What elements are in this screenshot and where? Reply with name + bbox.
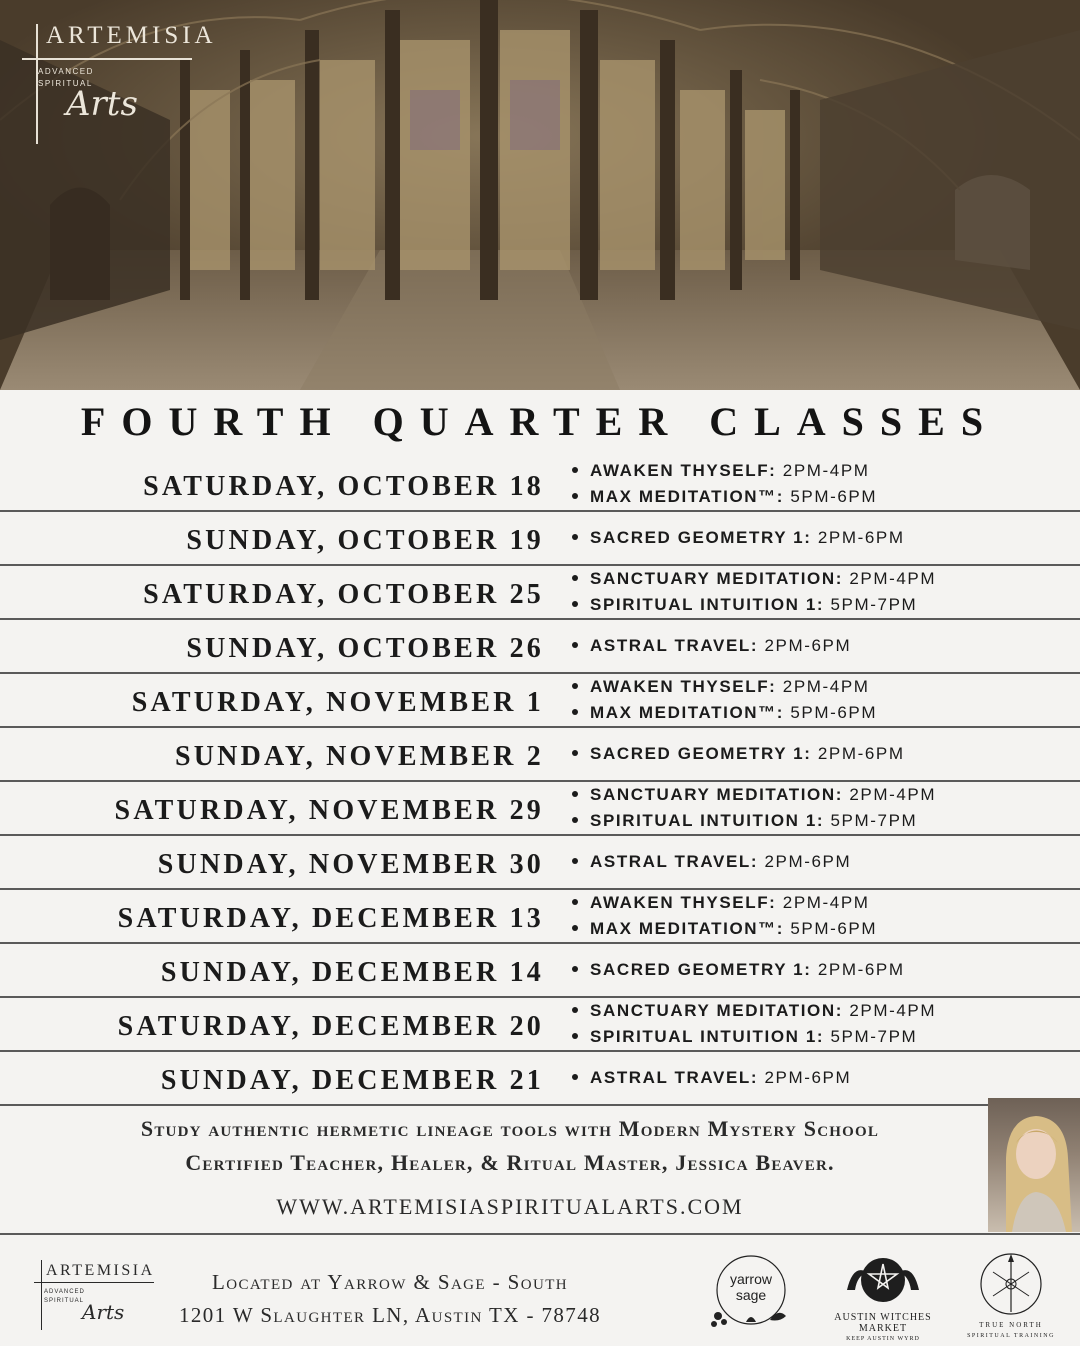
schedule-row [0, 512, 1080, 566]
class-time: 2PM-4PM [776, 677, 870, 696]
class-item [572, 633, 851, 659]
yarrow-sage-logo [696, 1250, 806, 1342]
address-line-1: Located at Yarrow & Sage - South [211, 1270, 569, 1294]
class-schedule [0, 458, 1080, 1106]
class-time: 2PM-6PM [811, 960, 905, 979]
brand-tagline-1: ADVANCED [38, 67, 94, 76]
class-item [572, 1065, 851, 1091]
class-time: 5PM-6PM [784, 487, 878, 506]
class-time: 5PM-7PM [824, 1027, 918, 1046]
witches-market-line-2: MARKET [858, 1323, 908, 1334]
class-item [572, 484, 877, 510]
class-list [572, 1052, 851, 1104]
true-north-line-1: TRUE NORTH [979, 1321, 1043, 1329]
bullet-icon [572, 858, 578, 864]
class-list [572, 836, 851, 888]
schedule-date: SATURDAY, OCTOBER 25 [143, 579, 544, 610]
class-list [572, 728, 905, 780]
schedule-date: SATURDAY, DECEMBER 20 [117, 1011, 544, 1042]
class-list [572, 890, 877, 942]
class-time: 2PM-6PM [758, 636, 852, 655]
footer-brand-script: Arts [82, 1300, 125, 1324]
page-title: FOURTH QUARTER CLASSES [80, 399, 1000, 444]
class-name: ASTRAL TRAVEL: [590, 636, 759, 655]
sage-text: sage [735, 1287, 767, 1303]
class-list [572, 512, 905, 564]
class-name: SACRED GEOMETRY 1: [590, 744, 812, 763]
witches-market-line-3: KEEP AUSTIN WYRD [846, 1336, 920, 1342]
class-name: AWAKEN THYSELF: [590, 893, 777, 912]
schedule-date: SATURDAY, DECEMBER 13 [117, 903, 544, 934]
bullet-icon [572, 601, 578, 607]
class-item [572, 890, 877, 916]
bullet-icon [572, 899, 578, 905]
class-time: 5PM-6PM [784, 919, 878, 938]
class-item [572, 566, 936, 592]
class-name: SPIRITUAL INTUITION 1: [590, 595, 825, 614]
class-time: 5PM-7PM [824, 811, 918, 830]
class-list [572, 674, 877, 726]
footer-logo-cross-vertical [41, 1260, 42, 1330]
class-name: SANCTUARY MEDITATION: [590, 1001, 844, 1020]
class-item [572, 700, 877, 726]
footer-brand-tagline-2: SPIRITUAL [44, 1298, 85, 1304]
schedule-date: SATURDAY, NOVEMBER 29 [114, 795, 544, 826]
class-name: SANCTUARY MEDITATION: [590, 569, 844, 588]
hero-photo-cloister [0, 0, 1080, 390]
teacher-info [60, 1112, 960, 1220]
class-item [572, 998, 936, 1024]
brand-script: Arts [66, 84, 138, 124]
class-time: 2PM-4PM [843, 1001, 937, 1020]
logo-cross-horizontal [22, 58, 192, 60]
class-name: ASTRAL TRAVEL: [590, 1068, 759, 1087]
class-list [572, 458, 877, 510]
schedule-date: SUNDAY, OCTOBER 19 [186, 525, 544, 556]
class-time: 2PM-6PM [811, 528, 905, 547]
class-list [572, 944, 905, 996]
schedule-row [0, 836, 1080, 890]
schedule-row [0, 890, 1080, 944]
yarrow-text: yarrow [729, 1271, 773, 1287]
bullet-icon [572, 1074, 578, 1080]
info-line-2: Certified Teacher, Healer, & Ritual Master, Jessica Beaver. [185, 1150, 835, 1175]
bullet-icon [572, 925, 578, 931]
yarrow-sage-emblem [706, 1250, 796, 1336]
bullet-icon [572, 534, 578, 540]
schedule-row [0, 728, 1080, 782]
witches-market-emblem [833, 1250, 933, 1312]
class-name: SANCTUARY MEDITATION: [590, 785, 844, 804]
bullet-icon [572, 642, 578, 648]
class-item [572, 525, 905, 551]
bullet-icon [572, 791, 578, 797]
bullet-icon [572, 1033, 578, 1039]
schedule-row [0, 458, 1080, 512]
schedule-row [0, 1052, 1080, 1106]
brand-name: ARTEMISIA [46, 22, 217, 49]
class-list [572, 566, 936, 618]
true-north-emblem [966, 1250, 1056, 1320]
class-time: 5PM-7PM [824, 595, 918, 614]
class-list [572, 620, 851, 672]
austin-witches-market-logo [828, 1250, 938, 1342]
footer-logo-cross-horizontal [34, 1282, 154, 1283]
schedule-date: SUNDAY, DECEMBER 21 [160, 1065, 544, 1096]
bullet-icon [572, 817, 578, 823]
footer-brand-name: ARTEMISIA [46, 1262, 155, 1279]
schedule-date: SATURDAY, OCTOBER 18 [143, 471, 544, 502]
schedule-row [0, 620, 1080, 674]
class-time: 2PM-4PM [776, 461, 870, 480]
class-item [572, 741, 905, 767]
class-item [572, 916, 877, 942]
schedule-date: SUNDAY, OCTOBER 26 [186, 633, 544, 664]
brand-logo [22, 18, 252, 138]
class-name: MAX MEDITATION™: [590, 703, 785, 722]
portrait-illustration [988, 1098, 1080, 1232]
class-name: ASTRAL TRAVEL: [590, 852, 759, 871]
class-name: AWAKEN THYSELF: [590, 461, 777, 480]
schedule-row [0, 674, 1080, 728]
class-name: SACRED GEOMETRY 1: [590, 960, 812, 979]
class-name: SPIRITUAL INTUITION 1: [590, 811, 825, 830]
schedule-row [0, 566, 1080, 620]
schedule-date: SUNDAY, NOVEMBER 2 [174, 741, 544, 772]
class-time: 2PM-6PM [758, 852, 852, 871]
class-item [572, 592, 936, 618]
bullet-icon [572, 709, 578, 715]
bullet-icon [572, 493, 578, 499]
teacher-portrait [988, 1098, 1080, 1232]
schedule-row [0, 782, 1080, 836]
class-time: 2PM-4PM [776, 893, 870, 912]
class-item [572, 808, 936, 834]
class-name: SPIRITUAL INTUITION 1: [590, 1027, 825, 1046]
class-name: MAX MEDITATION™: [590, 919, 785, 938]
bullet-icon [572, 750, 578, 756]
class-item [572, 1024, 936, 1050]
true-north-logo [956, 1250, 1066, 1342]
witches-market-line-1: AUSTIN WITCHES [834, 1312, 932, 1323]
footer-brand-tagline-1: ADVANCED [44, 1289, 85, 1295]
schedule-row [0, 998, 1080, 1052]
footer-brand-tagline [44, 1288, 85, 1306]
class-list [572, 782, 936, 834]
class-item [572, 458, 877, 484]
schedule-date: SATURDAY, NOVEMBER 1 [131, 687, 544, 718]
class-name: SACRED GEOMETRY 1: [590, 528, 812, 547]
class-list [572, 998, 936, 1050]
class-item [572, 674, 877, 700]
class-item [572, 782, 936, 808]
footer-divider [0, 1233, 1080, 1235]
venue-address [170, 1266, 610, 1332]
brand-tagline-2: SPIRITUAL [38, 79, 93, 88]
schedule-row [0, 944, 1080, 998]
class-name: MAX MEDITATION™: [590, 487, 785, 506]
bullet-icon [572, 966, 578, 972]
schedule-date: SUNDAY, NOVEMBER 30 [157, 849, 544, 880]
address-line-2: 1201 W Slaughter LN, Austin TX - 78748 [178, 1303, 602, 1327]
class-item [572, 849, 851, 875]
class-time: 2PM-6PM [758, 1068, 852, 1087]
schedule-date: SUNDAY, DECEMBER 14 [160, 957, 544, 988]
bullet-icon [572, 575, 578, 581]
bullet-icon [572, 1007, 578, 1013]
bullet-icon [572, 683, 578, 689]
class-name: AWAKEN THYSELF: [590, 677, 777, 696]
class-time: 2PM-4PM [843, 785, 937, 804]
footer-brand-logo [34, 1258, 174, 1330]
class-time: 2PM-4PM [843, 569, 937, 588]
bullet-icon [572, 467, 578, 473]
class-item [572, 957, 905, 983]
info-line-1: Study authentic hermetic lineage tools with Modern Mystery School [140, 1116, 880, 1141]
class-time: 2PM-6PM [811, 744, 905, 763]
class-time: 5PM-6PM [784, 703, 878, 722]
website-link[interactable]: WWW.ARTEMISIASPIRITUALARTS.COM [276, 1194, 744, 1219]
true-north-line-2: SPIRITUAL TRAINING [967, 1333, 1055, 1339]
